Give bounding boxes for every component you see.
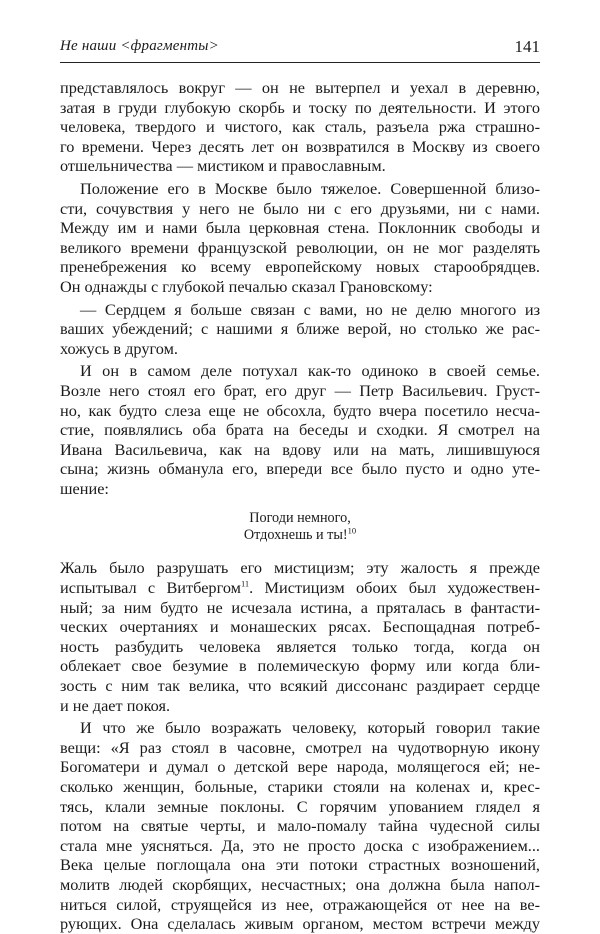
text-line: Века целые поглощала она эти потоки страстных возношений, — [60, 855, 540, 875]
text-line: стие, появлялись оба брата на беседы и сходки. Я смотрел на — [60, 420, 540, 440]
text-line: Жаль было разрушать его мистицизм; эту жалость я прежде — [60, 558, 540, 578]
paragraph — [60, 558, 540, 715]
text-line: Возле него стоял его брат, его друг — Петр Васильевич. Груст- — [60, 380, 540, 400]
paragraph — [60, 718, 540, 934]
text-line: затая в груди глубокую скорбь и тоску по деятельности. И этого — [60, 97, 540, 117]
text-line: Между им и нами была церковная стена. Поклонник свободы и — [60, 218, 540, 238]
verse-line: Погоди немного, — [249, 510, 351, 527]
text-line: но, как будто слеза еще не обсохла, будто вчера посетило несча- — [60, 400, 540, 420]
text-line: потом на святые черты, и мало-помалу тайна чудесной силы — [60, 816, 540, 836]
text-line: представлялось вокруг — он не вытерпел и уехал в деревню, — [60, 78, 540, 97]
text-line: ный; за ним будто не исчезала истина, а пряталась в фантасти- — [60, 597, 540, 617]
body-text — [60, 78, 540, 934]
footnote-marker: 10 — [347, 525, 357, 536]
verse-line — [60, 527, 540, 544]
text-line: сти, сочувствия у него не было ни с его друзьями, ни с нами. — [60, 198, 540, 218]
text-line: великого времени французской революции, он не мог разделять — [60, 237, 540, 257]
text-line: вещи: «Я раз стоял в часовне, смотрел на чудотворную икону — [60, 737, 540, 757]
text-line: сына; жизнь обманула его, впереди все было пусто и одно уте- — [60, 459, 540, 479]
text-line: — Сердцем я больше связан с вами, но не делю многого из — [80, 299, 540, 319]
paragraph — [60, 179, 540, 297]
paragraph — [60, 78, 540, 176]
text-line: стала мне уясняться. Да, это не просто доска с изображением... — [60, 835, 540, 855]
text-line: шение: — [60, 478, 109, 498]
text-line: молитв людей скорбящих, несчастных; она должна была напол- — [60, 874, 540, 894]
text-line: ность разбудить человека является только тогда, когда он — [60, 636, 540, 656]
text-line: пренебрежения ко всему европейскому новых старообрядцев. — [60, 257, 540, 277]
text-run: . Мистицизм обоих был художествен- — [249, 578, 540, 598]
text-line: Он однажды с глубокой печалью сказал Грановскому: — [60, 276, 433, 296]
text-line: тясь, клали земные поклоны. С горячим упованием глядел я — [60, 796, 540, 816]
paragraph — [60, 361, 540, 498]
text-line: рующих. Она сделалась живым органом, местом встречи между — [60, 914, 540, 934]
text-line: ниться силой, струящейся из нее, отражающейся от нее на ве- — [60, 894, 540, 914]
text-line: человека, твердого и чистого, как сталь, разъела ржа страшно- — [60, 117, 540, 137]
paragraph — [60, 300, 540, 359]
footnote-marker: 11 — [240, 578, 250, 589]
text-line: Богоматери и думал о детской вере народа, молящегося ей; не- — [60, 757, 540, 777]
text-line: И что же было возражать человеку, который говорил такие — [80, 718, 540, 738]
verse-line-text: Отдохнешь и ты! — [243, 527, 348, 544]
text-line: ческих очертаниях и монашеских рясах. Беспощадная потреб- — [60, 617, 540, 637]
text-line — [60, 578, 540, 598]
text-line: И он в самом деле потухал как-то одиноко в своей семье. — [80, 361, 540, 381]
page-number: 141 — [514, 37, 540, 56]
verse-quote — [60, 510, 540, 544]
text-line: и не дает покоя. — [60, 695, 171, 715]
page-header — [60, 36, 540, 63]
text-run: испытывал с Витбергом — [60, 578, 241, 598]
text-line: Положение его в Москве было тяжелое. Совершенной близо- — [80, 178, 540, 198]
text-line: ваших убеждений; с нашими я ближе верой, но столько же рас- — [60, 319, 540, 339]
text-line: сколько женщин, больные, старики стояли на коленах и, крес- — [60, 777, 540, 796]
text-line: зость с ним так велика, что всякий диссонанс раздирает сердце — [60, 676, 540, 696]
text-line: Ивана Васильевича, как на вдову или на мать, лишившуюся — [60, 439, 540, 459]
running-title: Не наши <фрагменты> — [60, 38, 219, 54]
text-line: хожусь в другом. — [60, 338, 178, 358]
text-line: го времени. Через десять лет он возвратился в Москву из своего — [60, 136, 540, 156]
text-line: отшельничества — мистиком и православным. — [60, 156, 386, 176]
text-line: облекает свое безумие в полемическую форму или когда бли- — [60, 656, 540, 676]
